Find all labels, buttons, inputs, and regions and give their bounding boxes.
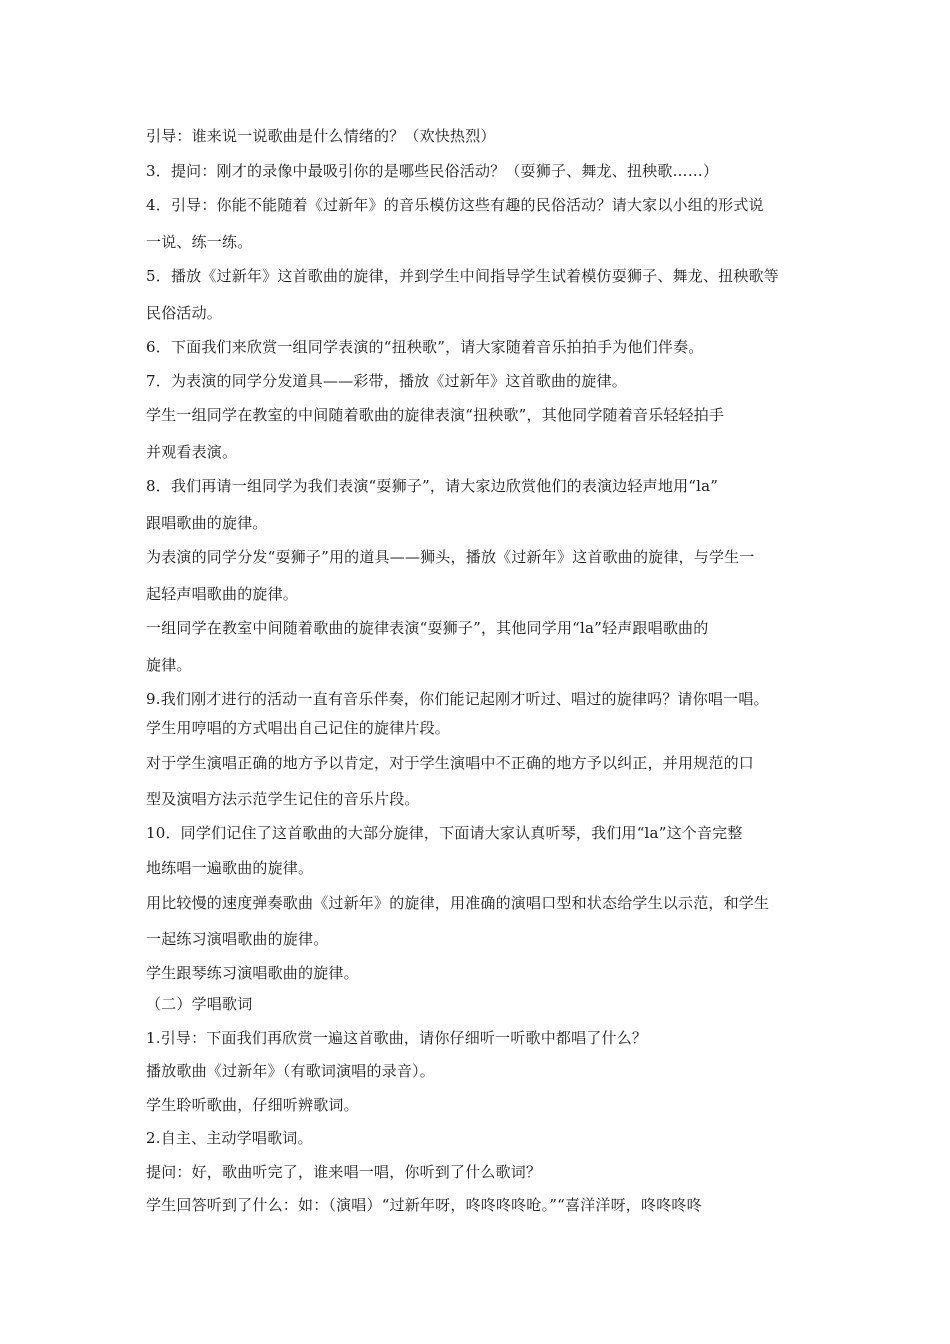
text-line: 民俗活动。	[146, 304, 223, 322]
text-line: 对于学生演唱正确的地方予以肯定，对于学生演唱中不正确的地方予以纠正，并用规范的口	[146, 754, 755, 772]
text-line: 并观看表演。	[146, 443, 238, 461]
text-line: 1.引导：下面我们再欣赏一遍这首歌曲，请你仔细听一听歌中都唱了什么？	[146, 1029, 648, 1047]
text-line: 10．同学们记住了这首歌曲的大部分旋律，下面请大家认真听琴，我们用“la”这个音完整	[146, 824, 743, 842]
text-line: 旋律。	[146, 656, 192, 674]
text-line: 学生一组同学在教室的中间随着歌曲的旋律表演“扭秧歌”，其他同学随着音乐轻轻拍手	[146, 406, 725, 424]
text-line: 学生聆听歌曲，仔细听辨歌词。	[146, 1096, 359, 1114]
text-line: 8．我们再请一组同学为我们表演“耍狮子”，请大家边欣赏他们的表演边轻声地用“la”	[146, 477, 719, 495]
text-line: 3．提问：刚才的录像中最吸引你的是哪些民俗活动？（耍狮子、舞龙、扭秧歌……）	[146, 162, 719, 180]
text-line: 4．引导：你能不能随着《过新年》的音乐模仿这些有趣的民俗活动？请大家以小组的形式说	[146, 196, 764, 214]
text-line: 学生用哼唱的方式唱出自己记住的旋律片段。	[146, 719, 451, 737]
text-line: 学生跟琴练习演唱歌曲的旋律。	[146, 964, 359, 982]
section-heading: （二）学唱歌词	[146, 995, 253, 1013]
text-line: 引导：谁来说一说歌曲是什么情绪的？（欢快热烈）	[146, 127, 496, 145]
text-line: 一说、练一练。	[146, 233, 253, 251]
text-line: 用比较慢的速度弹奏歌曲《过新年》的旋律，用准确的演唱口型和状态给学生以示范，和学生	[146, 894, 770, 912]
text-line: 起轻声唱歌曲的旋律。	[146, 585, 299, 603]
text-line: 提问：好，歌曲听完了，谁来唱一唱，你听到了什么歌词？	[146, 1163, 542, 1181]
text-line: 为表演的同学分发“耍狮子”用的道具——狮头，播放《过新年》这首歌曲的旋律，与学生一	[146, 548, 755, 566]
text-line: 播放歌曲《过新年》（有歌词演唱的录音）。	[146, 1062, 436, 1080]
text-line: 一组同学在教室中间随着歌曲的旋律表演“耍狮子”，其他同学用“la”轻声跟唱歌曲的	[146, 619, 709, 637]
text-line: 学生回答听到了什么：如：（演唱）“过新年呀，咚咚咚咚呛。”“喜洋洋呀，咚咚咚咚	[146, 1196, 702, 1214]
text-line: 9.我们刚才进行的活动一直有音乐伴奏，你们能记起刚才听过、唱过的旋律吗？请你唱一唱。	[146, 690, 769, 708]
text-line: 7．为表演的同学分发道具——彩带，播放《过新年》这首歌曲的旋律。	[146, 372, 627, 390]
text-line: 5．播放《过新年》这首歌曲的旋律，并到学生中间指导学生试着模仿耍狮子、舞龙、扭秧歌等	[146, 267, 779, 285]
text-line: 地练唱一遍歌曲的旋律。	[146, 859, 314, 877]
text-line: 一起练习演唱歌曲的旋律。	[146, 930, 329, 948]
text-line: 2.自主、主动学唱歌词。	[146, 1129, 313, 1147]
text-line: 6．下面我们来欣赏一组同学表演的“扭秧歌”，请大家随着音乐拍拍手为他们伴奏。	[146, 338, 704, 356]
text-line: 跟唱歌曲的旋律。	[146, 514, 268, 532]
text-line: 型及演唱方法示范学生记住的音乐片段。	[146, 790, 420, 808]
